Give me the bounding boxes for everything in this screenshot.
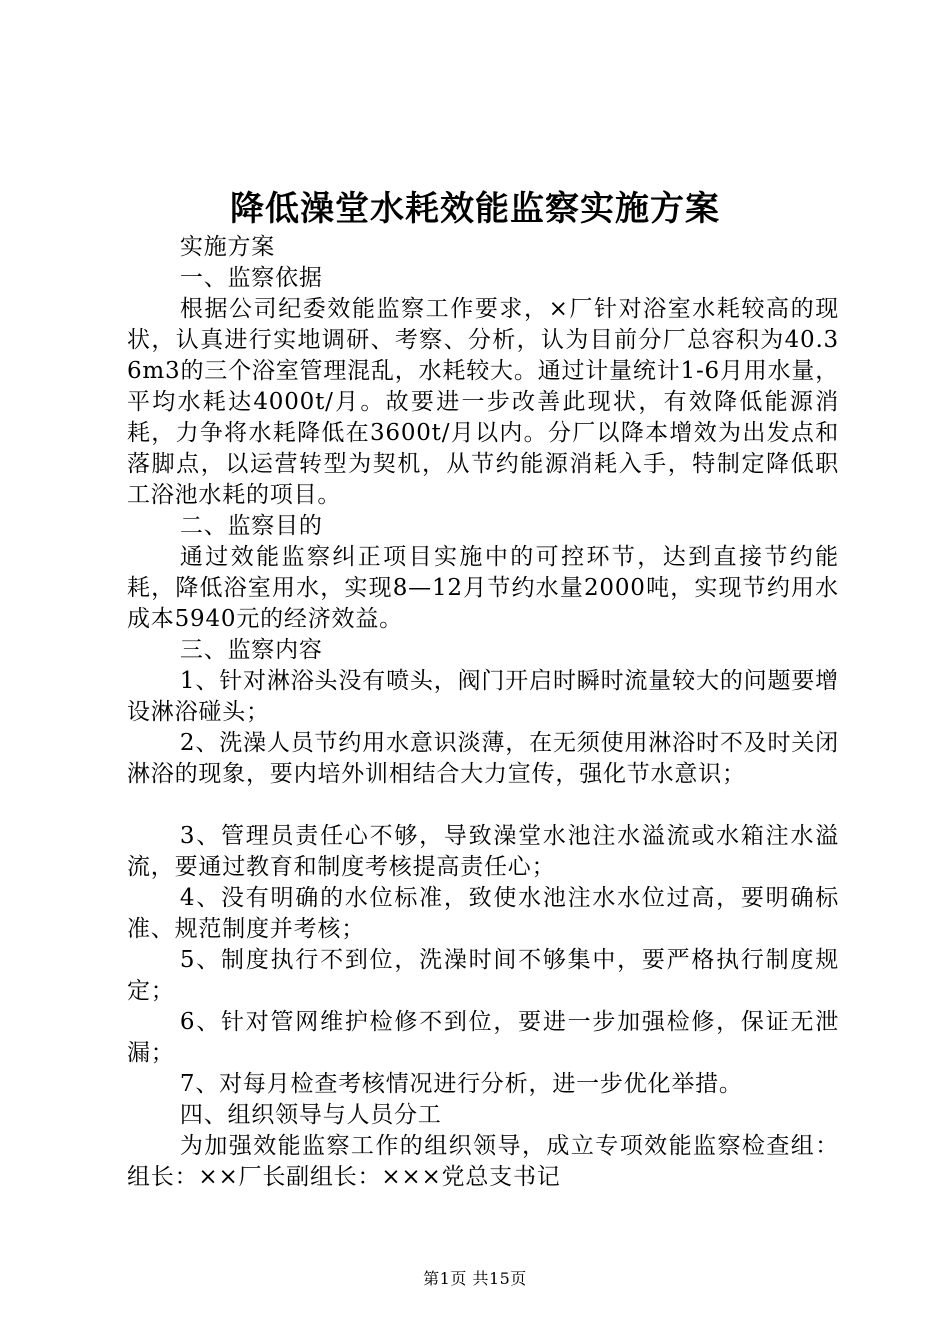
list-item: 4、没有明确的水位标准，致使水池注水水位过高，要明确标准、规范制度并考核； <box>127 885 839 942</box>
section-heading: 三、监察内容 <box>179 637 323 663</box>
blank-line <box>127 790 839 821</box>
list-item: 1、针对淋浴头没有喷头，阀门开启时瞬时流量较大的问题要增设淋浴碰头； <box>127 668 839 725</box>
paragraph: 根据公司纪委效能监察工作要求，×厂针对浴室水耗较高的现状，认真进行实地调研、考察、分析，认为目前分厂总容积为40.36m3的三个浴室管理混乱，水耗较大。通过计量统计1-6月用水量，平均水耗达4000t/月。故要进一步改善此现状，有效降低能源消耗，力争将水耗降低在3600t/月以内。分厂以降本增效为出发点和落脚点，以运营转型为契机，从节约能源消耗入手，特制定降低职工浴池水耗的项目。 <box>127 296 839 508</box>
list-item: 5、制度执行不到位，洗澡时间不够集中，要严格执行制度规定； <box>127 947 839 1004</box>
section-heading: 一、监察依据 <box>179 265 323 291</box>
paragraph: 实施方案 <box>179 234 276 260</box>
section-heading: 二、监察目的 <box>179 513 323 539</box>
document-body <box>127 232 839 1193</box>
list-item: 2、洗澡人员节约用水意识淡薄，在无须使用淋浴时不及时关闭淋浴的现象，要内培外训相结合大力宣传，强化节水意识； <box>127 730 839 787</box>
page-number-footer: 第1页 共15页 <box>423 1269 527 1288</box>
list-item: 6、针对管网维护检修不到位，要进一步加强检修，保证无泄漏； <box>127 1009 839 1066</box>
paragraph: 为加强效能监察工作的组织领导，成立专项效能监察检查组：组长：××厂长副组长：×××党总支书记 <box>127 1133 839 1190</box>
document-title: 降低澡堂水耗效能监察实施方案 <box>230 189 720 229</box>
list-item: 3、管理员责任心不够，导致澡堂水池注水溢流或水箱注水溢流，要通过教育和制度考核提高责任心； <box>127 823 839 880</box>
list-item: 7、对每月检查考核情况进行分析，进一步优化举措。 <box>179 1071 743 1097</box>
paragraph: 通过效能监察纠正项目实施中的可控环节，达到直接节约能耗，降低浴室用水，实现8—12月节约水量2000吨，实现节约用水成本5940元的经济效益。 <box>127 544 839 632</box>
section-heading: 四、组织领导与人员分工 <box>179 1102 442 1128</box>
